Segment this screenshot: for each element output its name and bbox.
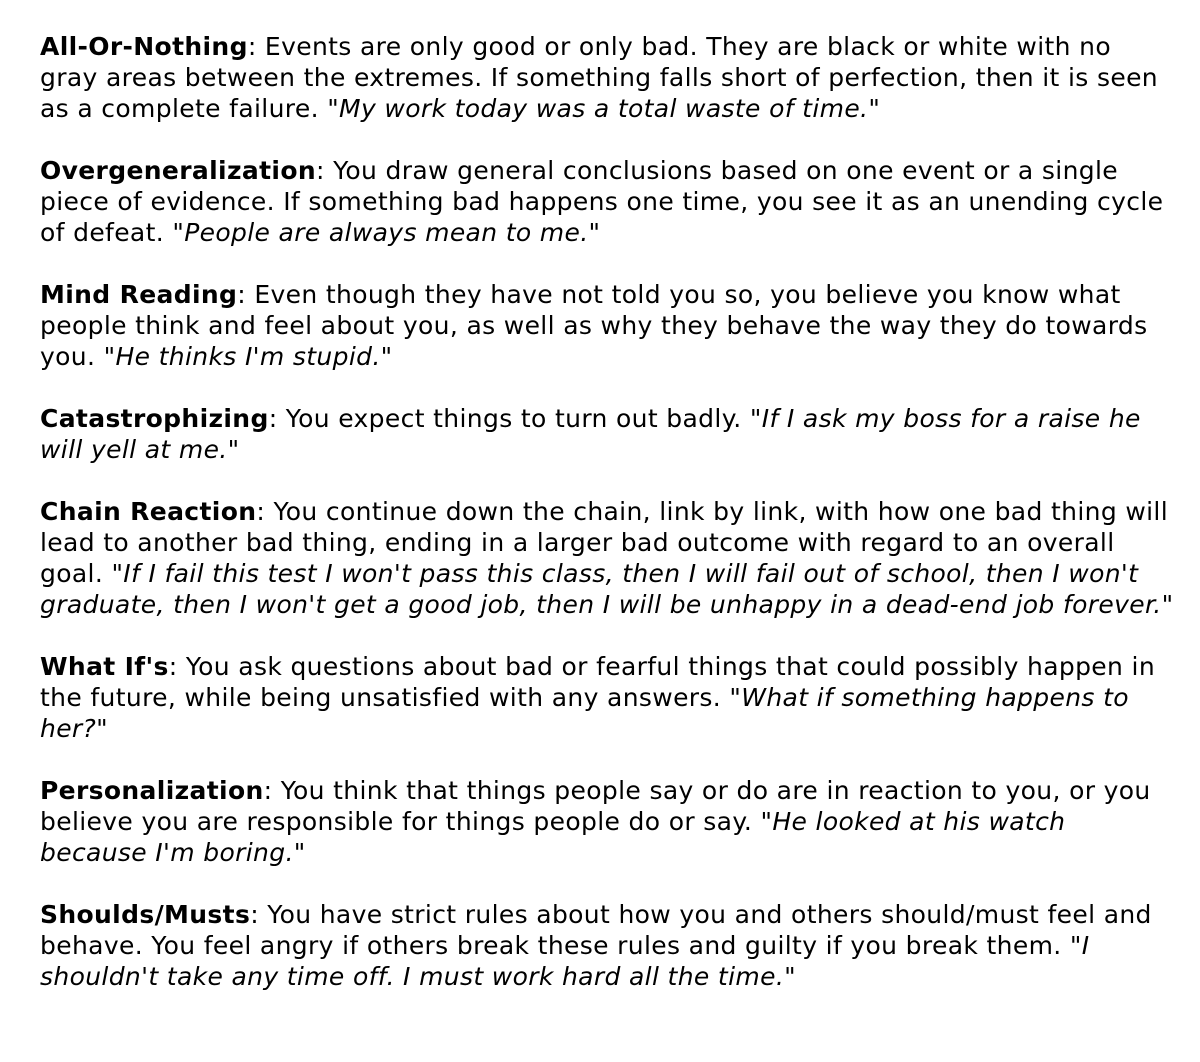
entry-shoulds-musts: Shoulds/Musts: You have strict rules about how you and others should/must feel and behave. You feel angry if others break these rules and guilty if you break them. "I shouldn't take any time off. I must work hard all the time."	[40, 900, 1152, 991]
term: Chain Reaction	[40, 497, 257, 526]
entry-all-or-nothing: All-Or-Nothing: Events are only good or only bad. They are black or white with no gray areas between the extremes. If something falls short of perfection, then it is seen as a complete failure. "My work today was a total waste of time."	[40, 32, 1159, 123]
example-quote: "If I ask my boss for a raise he will yell at me."	[40, 404, 1141, 464]
example-quote: "What if something happens to her?"	[40, 683, 1129, 743]
term: Catastrophizing	[40, 404, 269, 433]
example-quote: "He looked at his watch because I'm boring."	[40, 807, 1066, 867]
definition: You ask questions about bad or fearful things that could possibly happen in the future, while being unsatisfied with any answers.	[40, 652, 1156, 712]
term: Overgeneralization	[40, 156, 316, 185]
term: All-Or-Nothing	[40, 32, 248, 61]
definition: Events are only good or only bad. They are black or white with no gray areas between the extremes. If something falls short of perfection, then it is seen as a complete failure.	[40, 32, 1159, 123]
entry-what-ifs: What If's: You ask questions about bad or fearful things that could possibly happen in the future, while being unsatisfied with any answers. "What if something happens to her?"	[40, 652, 1156, 743]
entry-chain-reaction: Chain Reaction: You continue down the chain, link by link, with how one bad thing will lead to another bad thing, ending in a larger bad outcome with regard to an overall goal. "If I fail this test I won't pass this class, then I will fail out of school, then I won't graduate, then I won't get a good job, then I will be unhappy in a dead-end job forever."	[40, 497, 1174, 619]
term: Mind Reading	[40, 280, 238, 309]
definition: You think that things people say or do are in reaction to you, or you believe you are responsible for things people do or say.	[40, 776, 1151, 836]
definition: You continue down the chain, link by link, with how one bad thing will lead to another bad thing, ending in a larger bad outcome with regard to an overall goal.	[40, 497, 1169, 588]
example-quote: "If I fail this test I won't pass this class, then I will fail out of school, then I won't graduate, then I won't get a good job, then I will be unhappy in a dead-end job forever."	[40, 559, 1174, 619]
entry-mind-reading: Mind Reading: Even though they have not told you so, you believe you know what people think and feel about you, as well as why they behave the way they do towards you. "He thinks I'm stupid."	[40, 280, 1148, 371]
definition: Even though they have not told you so, you believe you know what people think and feel about you, as well as why they behave the way they do towards you.	[40, 280, 1148, 371]
term: Personalization	[40, 776, 264, 805]
example-quote: "My work today was a total waste of time."	[327, 94, 881, 123]
example-quote: "I shouldn't take any time off. I must work hard all the time."	[40, 931, 1090, 991]
example-quote: "He thinks I'm stupid."	[103, 342, 393, 371]
term: What If's	[40, 652, 169, 681]
entry-personalization: Personalization: You think that things people say or do are in reaction to you, or you believe you are responsible for things people do or say. "He looked at his watch because I'm boring."	[40, 776, 1151, 867]
entry-catastrophizing: Catastrophizing: You expect things to turn out badly. "If I ask my boss for a raise he will yell at me."	[40, 404, 1141, 464]
definition: You expect things to turn out badly.	[285, 404, 742, 433]
example-quote: "People are always mean to me."	[172, 218, 601, 247]
definition: You have strict rules about how you and others should/must feel and behave. You feel angry if others break these rules and guilty if you break them.	[40, 900, 1152, 960]
entry-overgeneralization: Overgeneralization: You draw general conclusions based on one event or a single piece of evidence. If something bad happens one time, you see it as an unending cycle of defeat. "People are always mean to me."	[40, 156, 1164, 247]
definition: You draw general conclusions based on one event or a single piece of evidence. If something bad happens one time, you see it as an unending cycle of defeat.	[40, 156, 1164, 247]
term: Shoulds/Musts	[40, 900, 251, 929]
